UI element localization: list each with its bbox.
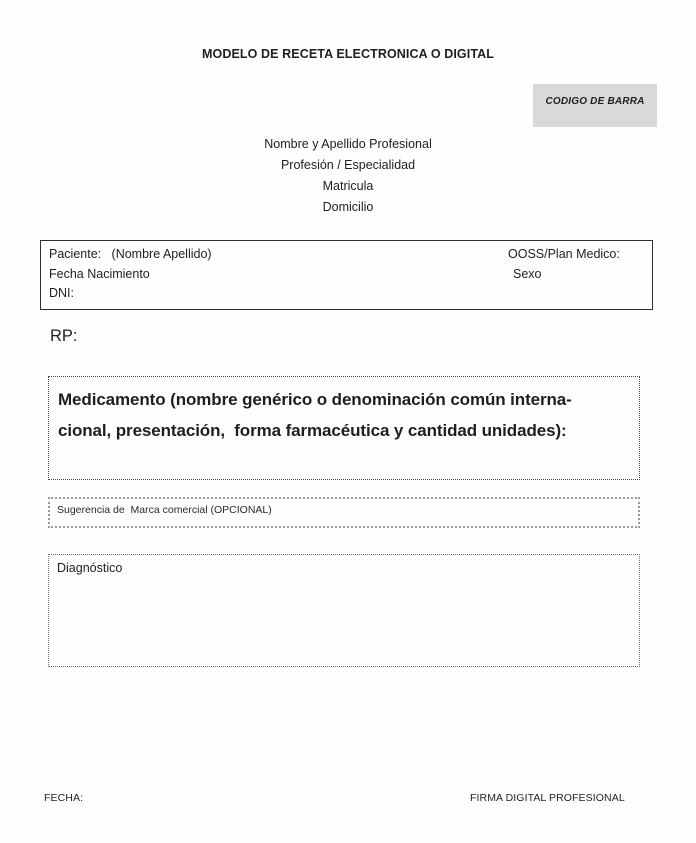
medication-box — [48, 376, 640, 480]
rp-label: RP: — [50, 327, 78, 345]
patient-dni-line: DNI: — [49, 286, 74, 300]
patient-name-line: Paciente: (Nombre Apellido) — [49, 247, 212, 261]
professional-name-line: Nombre y Apellido Profesional — [264, 137, 432, 151]
brand-suggestion-box — [48, 497, 640, 528]
medication-label-line-2: cional, presentación, forma farmacéutica y cantidad unidades): — [58, 421, 567, 440]
patient-insurance-line: OOSS/Plan Medico: — [508, 247, 620, 261]
patient-insurance-block — [508, 245, 620, 284]
professional-specialty-line: Profesión / Especialidad — [280, 158, 416, 172]
diagnosis-box — [48, 554, 640, 667]
barcode-label: CODIGO DE BARRA — [545, 96, 645, 107]
patient-birthdate-line: Fecha Nacimiento — [49, 266, 150, 281]
patient-sex-line: Sexo — [513, 266, 542, 281]
date-label: FECHA: — [44, 792, 84, 804]
diagnosis-label: Diagnóstico — [57, 561, 123, 575]
professional-info-block — [0, 134, 696, 218]
barcode-placeholder-box — [533, 84, 657, 127]
page-title: MODELO DE RECETA ELECTRONICA O DIGITAL — [202, 47, 494, 61]
medication-label-line-1: Medicamento (nombre genérico o denominación común interna- — [58, 390, 572, 409]
brand-suggestion-label: Sugerencia de Marca comercial (OPCIONAL) — [57, 504, 272, 516]
professional-license-line: Matricula — [322, 179, 374, 193]
patient-info-box — [40, 240, 653, 310]
digital-signature-label: FIRMA DIGITAL PROFESIONAL — [470, 792, 625, 804]
professional-address-line: Domicilio — [322, 200, 374, 214]
